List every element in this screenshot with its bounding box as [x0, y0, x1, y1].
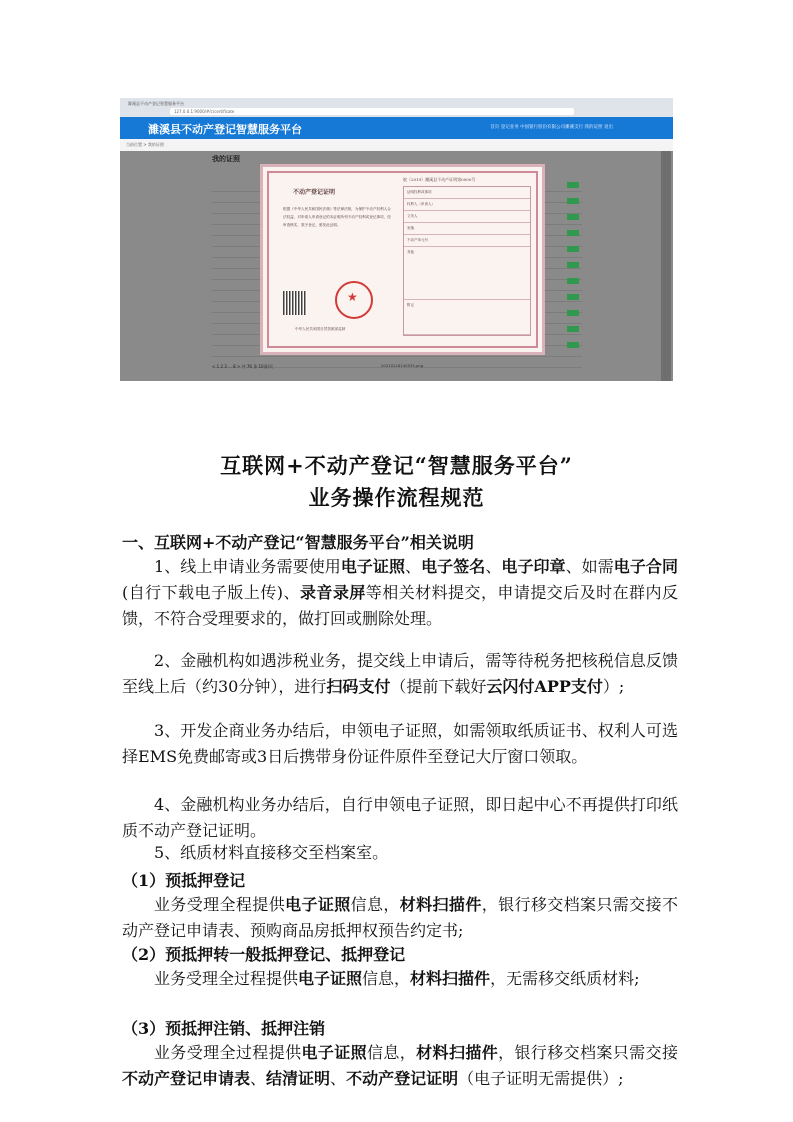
document-title-line1: 互联网+不动产登记“智慧服务平台”: [220, 453, 573, 478]
paragraph-1: 1、线上申请业务需要使用电子证照、电子签名、电子印章、如需电子合同(自行下载电子版上传)、录音录屏等相关材料提交，申请提交后及时在群内反馈，不符合受理要求的，做打回或删除处理。: [122, 557, 678, 628]
certificate-number: 皖（2019）濉溪县不动产证明第0000号: [403, 177, 476, 182]
section-heading-1: 一、互联网+不动产登记“智慧服务平台”相关说明: [122, 533, 474, 552]
browser-tab[interactable]: 滁溪县不动产登记智慧服务平台: [128, 101, 184, 106]
paragraph-2: 2、金融机构如遇涉税业务，提交线上申请后，需等待税务把核税信息反馈至线上后（约30分钟），进行扫码支付（提前下载好云闪付APP支付）;: [122, 651, 678, 696]
view-button[interactable]: [567, 230, 579, 236]
certificate-footer: 中华人民共和国自然资源部监制: [295, 327, 346, 331]
qr-code-icon: [283, 291, 307, 315]
view-button[interactable]: [567, 342, 579, 348]
paragraph-4: 4、金融机构业务办结后，自行申领电子证照，即日起中心不再提供打印纸质不动产登记证明。: [122, 795, 678, 840]
certificate-title: 不动产登记证明: [293, 189, 336, 196]
site-header: [120, 117, 673, 139]
certificate-field: 证明权利或事项: [404, 187, 530, 199]
view-button[interactable]: [567, 246, 579, 252]
certificate-grid: [403, 186, 531, 336]
site-title: 濉溪县不动产登记智慧服务平台: [148, 123, 302, 136]
paragraph-5: 5、纸质材料直接移交至档案室。: [154, 843, 389, 862]
view-button[interactable]: [567, 310, 579, 316]
file-name: 20210218140535.png: [381, 363, 424, 368]
certificate-preview: [260, 164, 545, 368]
view-button[interactable]: [567, 326, 579, 332]
view-button[interactable]: [567, 214, 579, 220]
certificate-field: 附记: [404, 300, 530, 335]
scrollbar[interactable]: [661, 151, 671, 381]
certificate-field: 义务人: [404, 211, 530, 223]
certificate-field: 坐落: [404, 223, 530, 235]
subheading-2: （2）预抵押转一般抵押登记、抵押登记: [122, 945, 406, 964]
site-nav[interactable]: 首页 登记业务 中国银行股份有限公司濉溪支行 我的证照 退出: [490, 125, 613, 130]
subparagraph-3: 业务受理全过程提供电子证照信息，材料扫描件，银行移交档案只需交接不动产登记申请表、结清证明、不动产登记证明（电子证明无需提供）;: [122, 1043, 678, 1088]
document-title-line2: 业务操作流程规范: [308, 485, 485, 510]
subheading-1: （1）预抵押登记: [122, 871, 246, 890]
view-button[interactable]: [567, 278, 579, 284]
certificate-field: 权利人（申请人）: [404, 199, 530, 211]
embedded-screenshot: [120, 98, 673, 381]
view-button[interactable]: [567, 294, 579, 300]
certificate-paragraph: 根据《中华人民共和国民法典》等法律法规，为保护不动产权利人合法权益，对申请人申请登记的本证明所列不动产权利或登记事项，经审查核实，准予登记，颁发此证明。: [283, 207, 391, 227]
paragraph-3: 3、开发企商业务办结后，申领电子证照，如需领取纸质证书、权利人可选择EMS免费邮寄或3日后携带身份证件原件至登记大厅窗口领取。: [122, 721, 678, 766]
view-button[interactable]: [567, 262, 579, 268]
subheading-3: （3）预抵押注销、抵押注销: [122, 1019, 326, 1038]
seal-star-icon: ★: [347, 290, 358, 304]
certificate-left-page: [273, 175, 393, 343]
breadcrumb: 当前位置 > 我的证照: [120, 139, 673, 151]
certificate-field: 其他: [404, 247, 530, 300]
certificate-right-page: [403, 177, 531, 339]
certificate-field: 不动产单元号: [404, 235, 530, 247]
address-bar[interactable]: 127.0.0.1:9000/#/c/certificate: [170, 108, 574, 115]
view-button[interactable]: [567, 182, 579, 188]
pagination[interactable]: < 1 2 3 ... 8 > 共 76 条 10条/页: [212, 364, 273, 369]
browser-bar: [120, 98, 673, 118]
view-button[interactable]: [567, 198, 579, 204]
modal-overlay: [120, 151, 673, 381]
subparagraph-2: 业务受理全过程提供电子证照信息，材料扫描件，无需移交纸质材料;: [154, 969, 640, 988]
section-heading: 我的证照: [212, 155, 240, 163]
subparagraph-1: 业务受理全程提供电子证照信息，材料扫描件，银行移交档案只需交接不动产登记申请表、预购商品房抵押权预告约定书;: [122, 895, 678, 940]
